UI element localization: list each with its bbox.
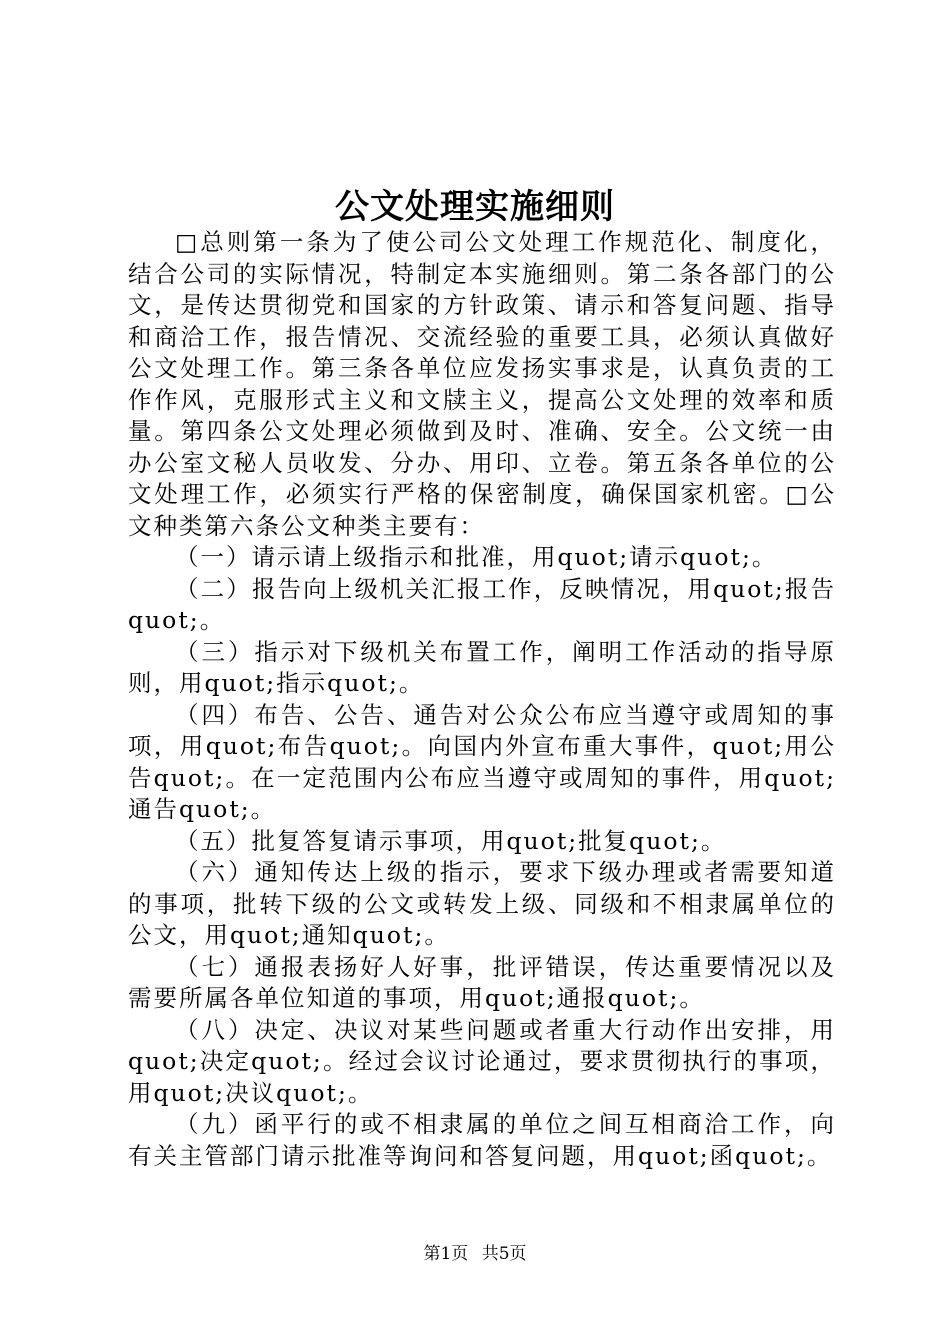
paragraph-item-3: （三）指示对下级机关布置工作，阐明工作活动的指导原则，用quot;指示quot;。 bbox=[128, 637, 836, 697]
paragraph-item-7: （七）通报表扬好人好事，批评错误，传达重要情况以及需要所属各单位知道的事项，用quot;通报quot;。 bbox=[128, 952, 836, 1012]
paragraph-item-2: （二）报告向上级机关汇报工作，反映情况，用quot;报告quot;。 bbox=[128, 574, 836, 634]
paragraph-item-5: （五）批复答复请示事项，用quot;批复quot;。 bbox=[175, 826, 727, 855]
paragraph-item-1: （一）请示请上级指示和批准，用quot;请示quot;。 bbox=[175, 543, 778, 571]
document-title: 公文处理实施细则 bbox=[335, 187, 615, 227]
paragraph-general-provisions: □总则第一条为了使公司公文处理工作规范化、制度化，结合公司的实际情况，特制定本实施细则。第二条各部门的公文，是传达贯彻党和国家的方针政策、请示和答复问题、指导和商洽工作，报告情况、交流经验的重要工具，必须认真做好公文处理工作。第三条各单位应发扬实事求是，认真负责的工作作风，克服形式主义和文牍主义，提高公文处理的效率和质量。第四条公文处理必须做到及时、准确、安全。公文统一由办公室文秘人员收发、分办、用印、立卷。第五条各单位的公文处理工作，必须实行严格的保密制度，确保国家机密。□公文种类第六条公文种类主要有： bbox=[128, 228, 836, 540]
page-total: 共5页 bbox=[481, 1244, 527, 1264]
paragraph-item-9: （九）函平行的或不相隶属的单位之间互相商洽工作，向有关主管部门请示批准等询问和答复问题，用quot;函quot;。 bbox=[128, 1110, 836, 1170]
page-number: 第1页 bbox=[423, 1244, 469, 1264]
paragraph-item-6: （六）通知传达上级的指示，要求下级办理或者需要知道的事项，批转下级的公文或转发上级、同级和不相隶属单位的公文，用quot;通知quot;。 bbox=[128, 858, 836, 949]
paragraph-item-4: （四）布告、公告、通告对公众公布应当遵守或周知的事项，用quot;布告quot;。向国内外宣布重大事件，quot;用公告quot;。在一定范围内公布应当遵守或周知的事件，用quot;通告quot;。 bbox=[128, 700, 836, 823]
document-body bbox=[128, 227, 836, 1172]
page-footer bbox=[0, 1242, 950, 1266]
paragraph-item-8: （八）决定、决议对某些问题或者重大行动作出安排，用quot;决定quot;。经过会议讨论通过，要求贯彻执行的事项，用quot;决议quot;。 bbox=[128, 1015, 836, 1107]
